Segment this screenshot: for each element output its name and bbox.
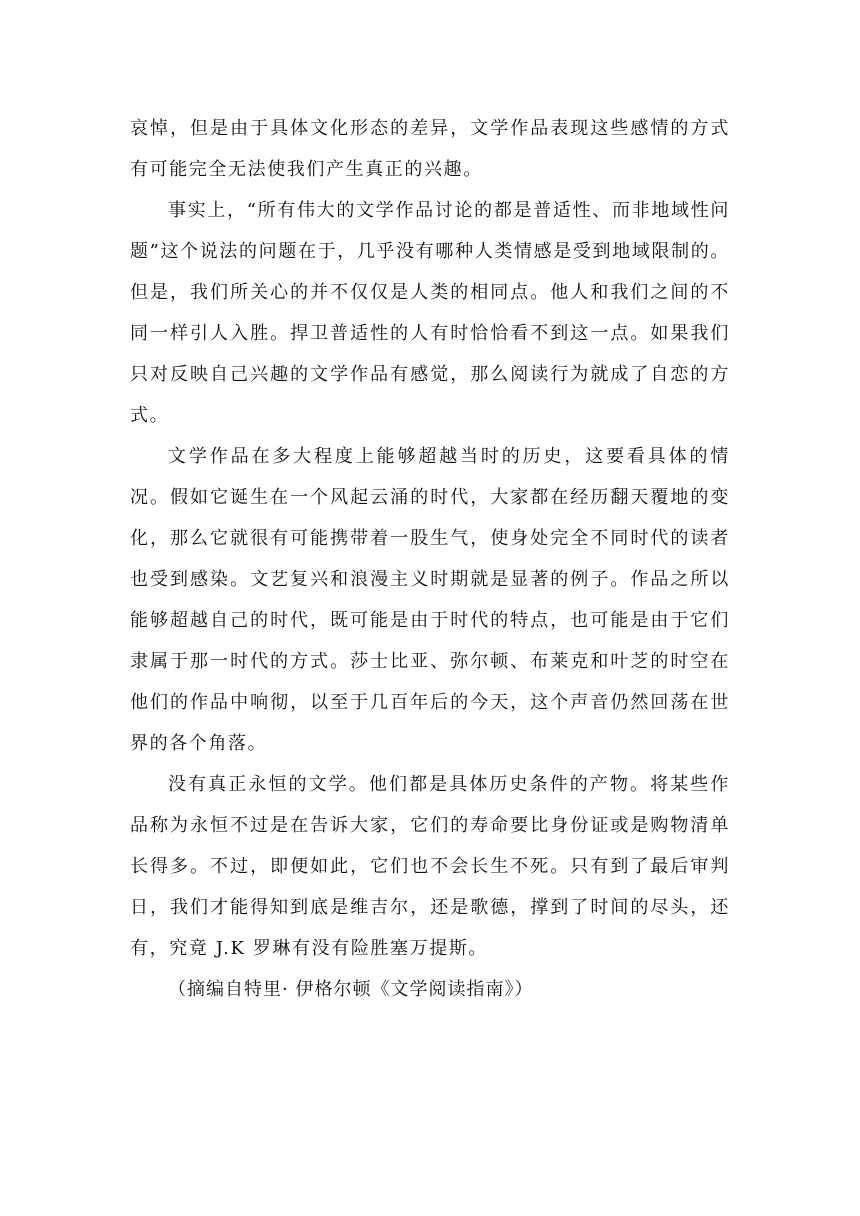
paragraph-continuation: 哀悼，但是由于具体文化形态的差异，文学作品表现这些感情的方式有可能完全无法使我们产生真正的兴趣。 — [130, 118, 730, 180]
article-body — [130, 108, 730, 1010]
source-citation: （摘编自特里· 伊格尔顿《文学阅读指南》） — [168, 979, 534, 1000]
paragraph-universality: 事实上，“所有伟大的文学作品讨论的都是普适性、而非地域性问题”这个说法的问题在于，几乎没有哪种人类情感是受到地域限制的。但是，我们所关心的并不仅仅是人类的相同点。他人和我们之间的不同一样引人入胜。捍卫普适性的人有时恰恰看不到这一点。如果我们只对反映自己兴趣的文学作品有感觉，那么阅读行为就成了自恋的方式。 — [130, 200, 730, 426]
paragraph-transcending-history: 文学作品在多大程度上能够超越当时的历史，这要看具体的情况。假如它诞生在一个风起云涌的时代，大家都在经历翻天覆地的变化，那么它就很有可能携带着一股生气，使身处完全不同时代的读者也受到感染。文艺复兴和浪漫主义时期就是显著的例子。作品之所以能够超越自己的时代，既可能是由于时代的特点，也可能是由于它们隶属于那一时代的方式。莎士比亚、弥尔顿、布莱克和叶芝的时空在他们的作品中响彻，以至于几百年后的今天，这个声音仍然回荡在世界的各个角落。 — [130, 446, 730, 754]
paragraph-no-eternal-literature: 没有真正永恒的文学。他们都是具体历史条件的产物。将某些作品称为永恒不过是在告诉大家，它们的寿命要比身份证或是购物清单长得多。不过，即便如此，它们也不会长生不死。只有到了最后审判日，我们才能得知到底是维吉尔，还是歌德，撑到了时间的尽头，还有，究竟 J.K 罗琳有没有险胜塞万提斯。 — [130, 774, 730, 959]
